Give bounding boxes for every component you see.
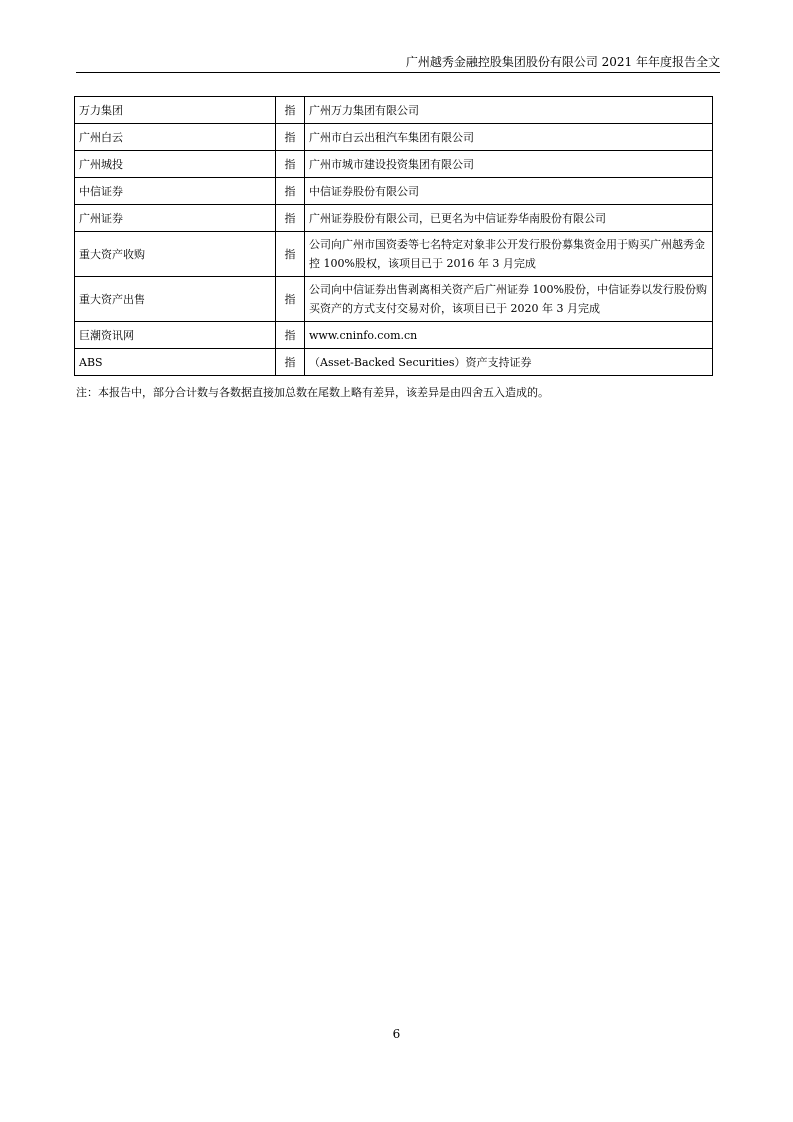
header-rule <box>76 72 720 73</box>
table-row <box>75 97 713 124</box>
term-cell: 重大资产收购 <box>75 232 276 277</box>
refers-to-cell: 指 <box>276 97 305 124</box>
table-footnote: 注：本报告中，部分合计数与各数据直接加总数在尾数上略有差异，该差异是由四舍五入造成的。 <box>76 386 549 399</box>
description-cell: 广州万力集团有限公司 <box>305 97 713 124</box>
description-cell: 广州市城市建设投资集团有限公司 <box>305 151 713 178</box>
table-row <box>75 178 713 205</box>
description-cell: 广州市白云出租汽车集团有限公司 <box>305 124 713 151</box>
table-row <box>75 349 713 376</box>
table-row <box>75 232 713 277</box>
refers-to-cell: 指 <box>276 277 305 322</box>
description-cell: （Asset-Backed Securities）资产支持证券 <box>305 349 713 376</box>
refers-to-cell: 指 <box>276 151 305 178</box>
definitions-table <box>74 96 713 376</box>
term-cell: 万力集团 <box>75 97 276 124</box>
term-cell: 巨潮资讯网 <box>75 322 276 349</box>
term-cell: 广州白云 <box>75 124 276 151</box>
document-header: 广州越秀金融控股集团股份有限公司 2021 年年度报告全文 <box>405 55 720 69</box>
table-row <box>75 151 713 178</box>
description-cell: 中信证券股份有限公司 <box>305 178 713 205</box>
table-row <box>75 277 713 322</box>
page-number: 6 <box>392 1027 401 1041</box>
refers-to-cell: 指 <box>276 124 305 151</box>
refers-to-cell: 指 <box>276 349 305 376</box>
table-row <box>75 124 713 151</box>
refers-to-cell: 指 <box>276 232 305 277</box>
description-cell: www.cninfo.com.cn <box>305 322 713 349</box>
description-cell: 公司向中信证券出售剥离相关资产后广州证券 100%股份，中信证券以发行股份购买资产的方式支付交易对价，该项目已于 2020 年 3 月完成 <box>305 277 713 322</box>
term-cell: 广州城投 <box>75 151 276 178</box>
term-cell: 中信证券 <box>75 178 276 205</box>
refers-to-cell: 指 <box>276 322 305 349</box>
refers-to-cell: 指 <box>276 205 305 232</box>
description-cell: 广州证券股份有限公司，已更名为中信证券华南股份有限公司 <box>305 205 713 232</box>
term-cell: 广州证券 <box>75 205 276 232</box>
term-cell: ABS <box>75 349 276 376</box>
refers-to-cell: 指 <box>276 178 305 205</box>
table-row <box>75 322 713 349</box>
table-row <box>75 205 713 232</box>
term-cell: 重大资产出售 <box>75 277 276 322</box>
description-cell: 公司向广州市国资委等七名特定对象非公开发行股份募集资金用于购买广州越秀金控 100%股权，该项目已于 2016 年 3 月完成 <box>305 232 713 277</box>
